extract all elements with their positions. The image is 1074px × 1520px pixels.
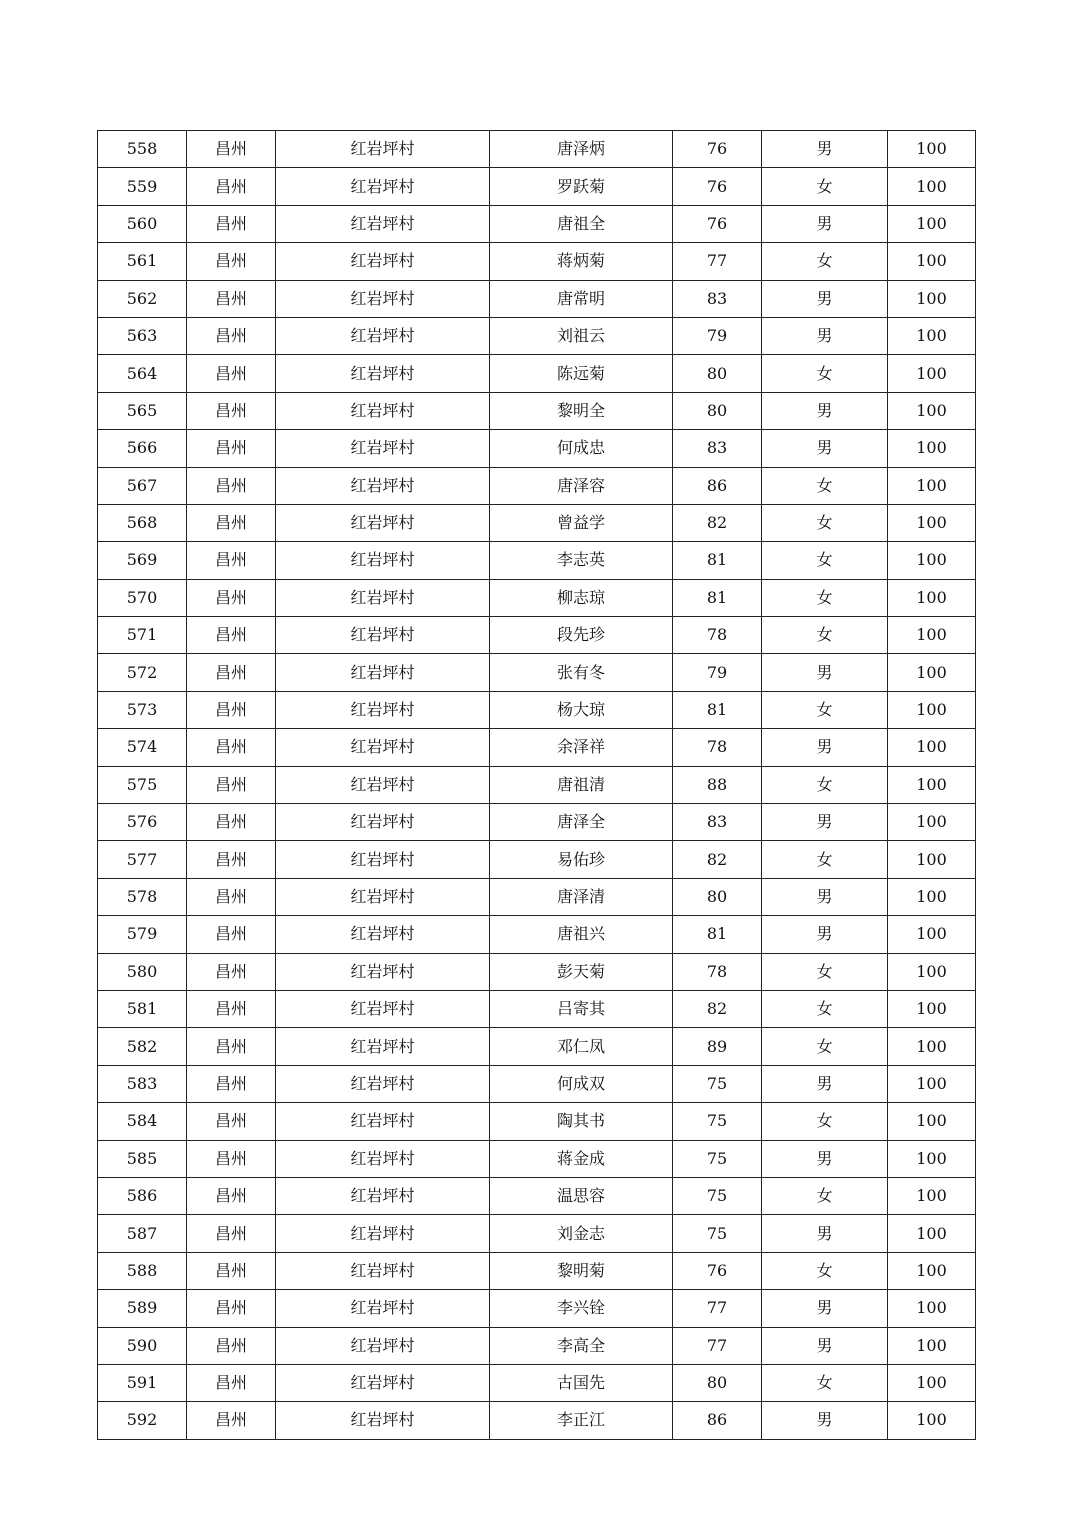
row-number-cell: 577	[98, 841, 187, 878]
county-cell: 昌州	[187, 579, 276, 616]
table-row	[98, 1402, 976, 1439]
amount-cell: 100	[888, 1364, 976, 1401]
name-cell: 唐祖全	[490, 205, 673, 242]
age-cell: 83	[673, 280, 762, 317]
county-cell: 昌州	[187, 1290, 276, 1327]
table-row	[98, 916, 976, 953]
age-cell: 80	[673, 392, 762, 429]
age-cell: 76	[673, 168, 762, 205]
county-cell: 昌州	[187, 1402, 276, 1439]
row-number-cell: 558	[98, 131, 187, 168]
age-cell: 78	[673, 729, 762, 766]
village-cell: 红岩坪村	[276, 878, 490, 915]
county-cell: 昌州	[187, 131, 276, 168]
table-row	[98, 654, 976, 691]
row-number-cell: 578	[98, 878, 187, 915]
amount-cell: 100	[888, 1252, 976, 1289]
age-cell: 75	[673, 1140, 762, 1177]
name-cell: 刘祖云	[490, 317, 673, 354]
row-number-cell: 582	[98, 1028, 187, 1065]
age-cell: 80	[673, 1364, 762, 1401]
gender-cell: 女	[762, 766, 888, 803]
age-cell: 81	[673, 542, 762, 579]
gender-cell: 女	[762, 168, 888, 205]
row-number-cell: 592	[98, 1402, 187, 1439]
county-cell: 昌州	[187, 804, 276, 841]
age-cell: 77	[673, 1327, 762, 1364]
row-number-cell: 584	[98, 1103, 187, 1140]
amount-cell: 100	[888, 766, 976, 803]
name-cell: 唐泽清	[490, 878, 673, 915]
row-number-cell: 569	[98, 542, 187, 579]
age-cell: 86	[673, 467, 762, 504]
row-number-cell: 560	[98, 205, 187, 242]
county-cell: 昌州	[187, 355, 276, 392]
village-cell: 红岩坪村	[276, 317, 490, 354]
name-cell: 李兴铨	[490, 1290, 673, 1327]
row-number-cell: 561	[98, 243, 187, 280]
table-row	[98, 841, 976, 878]
row-number-cell: 585	[98, 1140, 187, 1177]
village-cell: 红岩坪村	[276, 243, 490, 280]
name-cell: 吕寄其	[490, 990, 673, 1027]
county-cell: 昌州	[187, 542, 276, 579]
table-row	[98, 1327, 976, 1364]
amount-cell: 100	[888, 617, 976, 654]
gender-cell: 男	[762, 1290, 888, 1327]
village-cell: 红岩坪村	[276, 467, 490, 504]
age-cell: 80	[673, 878, 762, 915]
table-row	[98, 205, 976, 242]
county-cell: 昌州	[187, 766, 276, 803]
county-cell: 昌州	[187, 1252, 276, 1289]
amount-cell: 100	[888, 1065, 976, 1102]
village-cell: 红岩坪村	[276, 542, 490, 579]
amount-cell: 100	[888, 392, 976, 429]
village-cell: 红岩坪村	[276, 430, 490, 467]
gender-cell: 男	[762, 317, 888, 354]
row-number-cell: 576	[98, 804, 187, 841]
amount-cell: 100	[888, 1103, 976, 1140]
village-cell: 红岩坪村	[276, 392, 490, 429]
gender-cell: 女	[762, 841, 888, 878]
table-row	[98, 691, 976, 728]
table-row	[98, 729, 976, 766]
amount-cell: 100	[888, 1028, 976, 1065]
age-cell: 88	[673, 766, 762, 803]
village-cell: 红岩坪村	[276, 729, 490, 766]
row-number-cell: 579	[98, 916, 187, 953]
table-row	[98, 243, 976, 280]
county-cell: 昌州	[187, 504, 276, 541]
name-cell: 余泽祥	[490, 729, 673, 766]
village-cell: 红岩坪村	[276, 1290, 490, 1327]
amount-cell: 100	[888, 131, 976, 168]
village-cell: 红岩坪村	[276, 1140, 490, 1177]
amount-cell: 100	[888, 729, 976, 766]
village-cell: 红岩坪村	[276, 953, 490, 990]
county-cell: 昌州	[187, 467, 276, 504]
row-number-cell: 591	[98, 1364, 187, 1401]
age-cell: 75	[673, 1065, 762, 1102]
name-cell: 温思容	[490, 1177, 673, 1214]
amount-cell: 100	[888, 691, 976, 728]
gender-cell: 女	[762, 504, 888, 541]
gender-cell: 男	[762, 878, 888, 915]
gender-cell: 男	[762, 729, 888, 766]
row-number-cell: 562	[98, 280, 187, 317]
gender-cell: 男	[762, 1327, 888, 1364]
county-cell: 昌州	[187, 953, 276, 990]
table-row	[98, 392, 976, 429]
village-cell: 红岩坪村	[276, 1327, 490, 1364]
gender-cell: 男	[762, 1402, 888, 1439]
village-cell: 红岩坪村	[276, 355, 490, 392]
row-number-cell: 570	[98, 579, 187, 616]
age-cell: 76	[673, 131, 762, 168]
row-number-cell: 586	[98, 1177, 187, 1214]
amount-cell: 100	[888, 467, 976, 504]
gender-cell: 女	[762, 1177, 888, 1214]
age-cell: 78	[673, 617, 762, 654]
county-cell: 昌州	[187, 1364, 276, 1401]
name-cell: 罗跃菊	[490, 168, 673, 205]
table-row	[98, 579, 976, 616]
name-cell: 黎明全	[490, 392, 673, 429]
amount-cell: 100	[888, 654, 976, 691]
name-cell: 段先珍	[490, 617, 673, 654]
table-row	[98, 1252, 976, 1289]
amount-cell: 100	[888, 878, 976, 915]
gender-cell: 男	[762, 131, 888, 168]
table-row	[98, 1290, 976, 1327]
village-cell: 红岩坪村	[276, 691, 490, 728]
table-row	[98, 1028, 976, 1065]
county-cell: 昌州	[187, 878, 276, 915]
name-cell: 古国先	[490, 1364, 673, 1401]
amount-cell: 100	[888, 953, 976, 990]
name-cell: 唐祖兴	[490, 916, 673, 953]
age-cell: 82	[673, 504, 762, 541]
county-cell: 昌州	[187, 916, 276, 953]
name-cell: 何成双	[490, 1065, 673, 1102]
age-cell: 77	[673, 1290, 762, 1327]
village-cell: 红岩坪村	[276, 205, 490, 242]
amount-cell: 100	[888, 243, 976, 280]
row-number-cell: 559	[98, 168, 187, 205]
amount-cell: 100	[888, 1177, 976, 1214]
gender-cell: 女	[762, 1364, 888, 1401]
village-cell: 红岩坪村	[276, 579, 490, 616]
county-cell: 昌州	[187, 392, 276, 429]
village-cell: 红岩坪村	[276, 804, 490, 841]
village-cell: 红岩坪村	[276, 168, 490, 205]
gender-cell: 男	[762, 1065, 888, 1102]
table-row	[98, 168, 976, 205]
age-cell: 80	[673, 355, 762, 392]
name-cell: 曾益学	[490, 504, 673, 541]
age-cell: 75	[673, 1177, 762, 1214]
village-cell: 红岩坪村	[276, 1252, 490, 1289]
county-cell: 昌州	[187, 430, 276, 467]
gender-cell: 女	[762, 579, 888, 616]
county-cell: 昌州	[187, 729, 276, 766]
gender-cell: 女	[762, 691, 888, 728]
age-cell: 79	[673, 654, 762, 691]
amount-cell: 100	[888, 1327, 976, 1364]
row-number-cell: 573	[98, 691, 187, 728]
name-cell: 何成忠	[490, 430, 673, 467]
name-cell: 彭天菊	[490, 953, 673, 990]
amount-cell: 100	[888, 841, 976, 878]
village-cell: 红岩坪村	[276, 841, 490, 878]
name-cell: 杨大琼	[490, 691, 673, 728]
row-number-cell: 587	[98, 1215, 187, 1252]
amount-cell: 100	[888, 1290, 976, 1327]
county-cell: 昌州	[187, 1215, 276, 1252]
table-row	[98, 467, 976, 504]
gender-cell: 男	[762, 1215, 888, 1252]
county-cell: 昌州	[187, 1140, 276, 1177]
table-row	[98, 617, 976, 654]
amount-cell: 100	[888, 504, 976, 541]
county-cell: 昌州	[187, 205, 276, 242]
amount-cell: 100	[888, 1215, 976, 1252]
village-cell: 红岩坪村	[276, 1103, 490, 1140]
village-cell: 红岩坪村	[276, 766, 490, 803]
amount-cell: 100	[888, 990, 976, 1027]
age-cell: 75	[673, 1103, 762, 1140]
age-cell: 83	[673, 804, 762, 841]
age-cell: 78	[673, 953, 762, 990]
name-cell: 黎明菊	[490, 1252, 673, 1289]
village-cell: 红岩坪村	[276, 1177, 490, 1214]
row-number-cell: 572	[98, 654, 187, 691]
age-cell: 75	[673, 1215, 762, 1252]
table-row	[98, 804, 976, 841]
gender-cell: 女	[762, 243, 888, 280]
amount-cell: 100	[888, 355, 976, 392]
gender-cell: 男	[762, 205, 888, 242]
table-row	[98, 1215, 976, 1252]
table-row	[98, 280, 976, 317]
village-cell: 红岩坪村	[276, 1065, 490, 1102]
row-number-cell: 563	[98, 317, 187, 354]
age-cell: 81	[673, 916, 762, 953]
row-number-cell: 580	[98, 953, 187, 990]
table-row	[98, 1140, 976, 1177]
age-cell: 76	[673, 205, 762, 242]
age-cell: 79	[673, 317, 762, 354]
name-cell: 蒋炳菊	[490, 243, 673, 280]
name-cell: 蒋金成	[490, 1140, 673, 1177]
county-cell: 昌州	[187, 168, 276, 205]
gender-cell: 男	[762, 430, 888, 467]
county-cell: 昌州	[187, 280, 276, 317]
amount-cell: 100	[888, 804, 976, 841]
amount-cell: 100	[888, 1402, 976, 1439]
row-number-cell: 588	[98, 1252, 187, 1289]
village-cell: 红岩坪村	[276, 916, 490, 953]
village-cell: 红岩坪村	[276, 504, 490, 541]
village-cell: 红岩坪村	[276, 1215, 490, 1252]
row-number-cell: 567	[98, 467, 187, 504]
row-number-cell: 568	[98, 504, 187, 541]
county-cell: 昌州	[187, 317, 276, 354]
table-row	[98, 953, 976, 990]
gender-cell: 女	[762, 1103, 888, 1140]
age-cell: 77	[673, 243, 762, 280]
row-number-cell: 571	[98, 617, 187, 654]
table-row	[98, 1103, 976, 1140]
row-number-cell: 583	[98, 1065, 187, 1102]
amount-cell: 100	[888, 542, 976, 579]
table-row	[98, 131, 976, 168]
age-cell: 81	[673, 579, 762, 616]
village-cell: 红岩坪村	[276, 990, 490, 1027]
table-row	[98, 504, 976, 541]
row-number-cell: 565	[98, 392, 187, 429]
name-cell: 唐泽容	[490, 467, 673, 504]
roster-body	[98, 131, 976, 1440]
amount-cell: 100	[888, 916, 976, 953]
name-cell: 唐泽炳	[490, 131, 673, 168]
age-cell: 89	[673, 1028, 762, 1065]
gender-cell: 女	[762, 467, 888, 504]
row-number-cell: 575	[98, 766, 187, 803]
name-cell: 李正江	[490, 1402, 673, 1439]
gender-cell: 男	[762, 804, 888, 841]
roster-table	[97, 130, 976, 1440]
age-cell: 86	[673, 1402, 762, 1439]
name-cell: 唐泽全	[490, 804, 673, 841]
table-row	[98, 355, 976, 392]
village-cell: 红岩坪村	[276, 1402, 490, 1439]
village-cell: 红岩坪村	[276, 1364, 490, 1401]
amount-cell: 100	[888, 1140, 976, 1177]
county-cell: 昌州	[187, 1327, 276, 1364]
village-cell: 红岩坪村	[276, 280, 490, 317]
gender-cell: 女	[762, 542, 888, 579]
village-cell: 红岩坪村	[276, 1028, 490, 1065]
gender-cell: 女	[762, 355, 888, 392]
row-number-cell: 564	[98, 355, 187, 392]
row-number-cell: 581	[98, 990, 187, 1027]
gender-cell: 女	[762, 1028, 888, 1065]
table-row	[98, 1177, 976, 1214]
table-row	[98, 990, 976, 1027]
table-row	[98, 878, 976, 915]
age-cell: 83	[673, 430, 762, 467]
name-cell: 易佑珍	[490, 841, 673, 878]
gender-cell: 女	[762, 617, 888, 654]
gender-cell: 男	[762, 654, 888, 691]
amount-cell: 100	[888, 317, 976, 354]
name-cell: 邓仁凤	[490, 1028, 673, 1065]
name-cell: 李志英	[490, 542, 673, 579]
row-number-cell: 574	[98, 729, 187, 766]
amount-cell: 100	[888, 280, 976, 317]
name-cell: 张有冬	[490, 654, 673, 691]
county-cell: 昌州	[187, 617, 276, 654]
village-cell: 红岩坪村	[276, 131, 490, 168]
name-cell: 唐祖清	[490, 766, 673, 803]
county-cell: 昌州	[187, 1177, 276, 1214]
gender-cell: 女	[762, 953, 888, 990]
gender-cell: 男	[762, 280, 888, 317]
county-cell: 昌州	[187, 1103, 276, 1140]
age-cell: 82	[673, 990, 762, 1027]
table-row	[98, 1065, 976, 1102]
amount-cell: 100	[888, 168, 976, 205]
county-cell: 昌州	[187, 841, 276, 878]
age-cell: 82	[673, 841, 762, 878]
row-number-cell: 590	[98, 1327, 187, 1364]
table-row	[98, 317, 976, 354]
amount-cell: 100	[888, 205, 976, 242]
name-cell: 柳志琼	[490, 579, 673, 616]
table-row	[98, 430, 976, 467]
table-row	[98, 542, 976, 579]
gender-cell: 女	[762, 990, 888, 1027]
name-cell: 刘金志	[490, 1215, 673, 1252]
name-cell: 李高全	[490, 1327, 673, 1364]
county-cell: 昌州	[187, 691, 276, 728]
age-cell: 76	[673, 1252, 762, 1289]
age-cell: 81	[673, 691, 762, 728]
table-row	[98, 1364, 976, 1401]
amount-cell: 100	[888, 430, 976, 467]
county-cell: 昌州	[187, 243, 276, 280]
row-number-cell: 566	[98, 430, 187, 467]
gender-cell: 男	[762, 392, 888, 429]
county-cell: 昌州	[187, 654, 276, 691]
village-cell: 红岩坪村	[276, 654, 490, 691]
gender-cell: 男	[762, 916, 888, 953]
amount-cell: 100	[888, 579, 976, 616]
name-cell: 唐常明	[490, 280, 673, 317]
county-cell: 昌州	[187, 1028, 276, 1065]
row-number-cell: 589	[98, 1290, 187, 1327]
name-cell: 陶其书	[490, 1103, 673, 1140]
gender-cell: 女	[762, 1252, 888, 1289]
gender-cell: 男	[762, 1140, 888, 1177]
name-cell: 陈远菊	[490, 355, 673, 392]
county-cell: 昌州	[187, 1065, 276, 1102]
table-row	[98, 766, 976, 803]
county-cell: 昌州	[187, 990, 276, 1027]
village-cell: 红岩坪村	[276, 617, 490, 654]
